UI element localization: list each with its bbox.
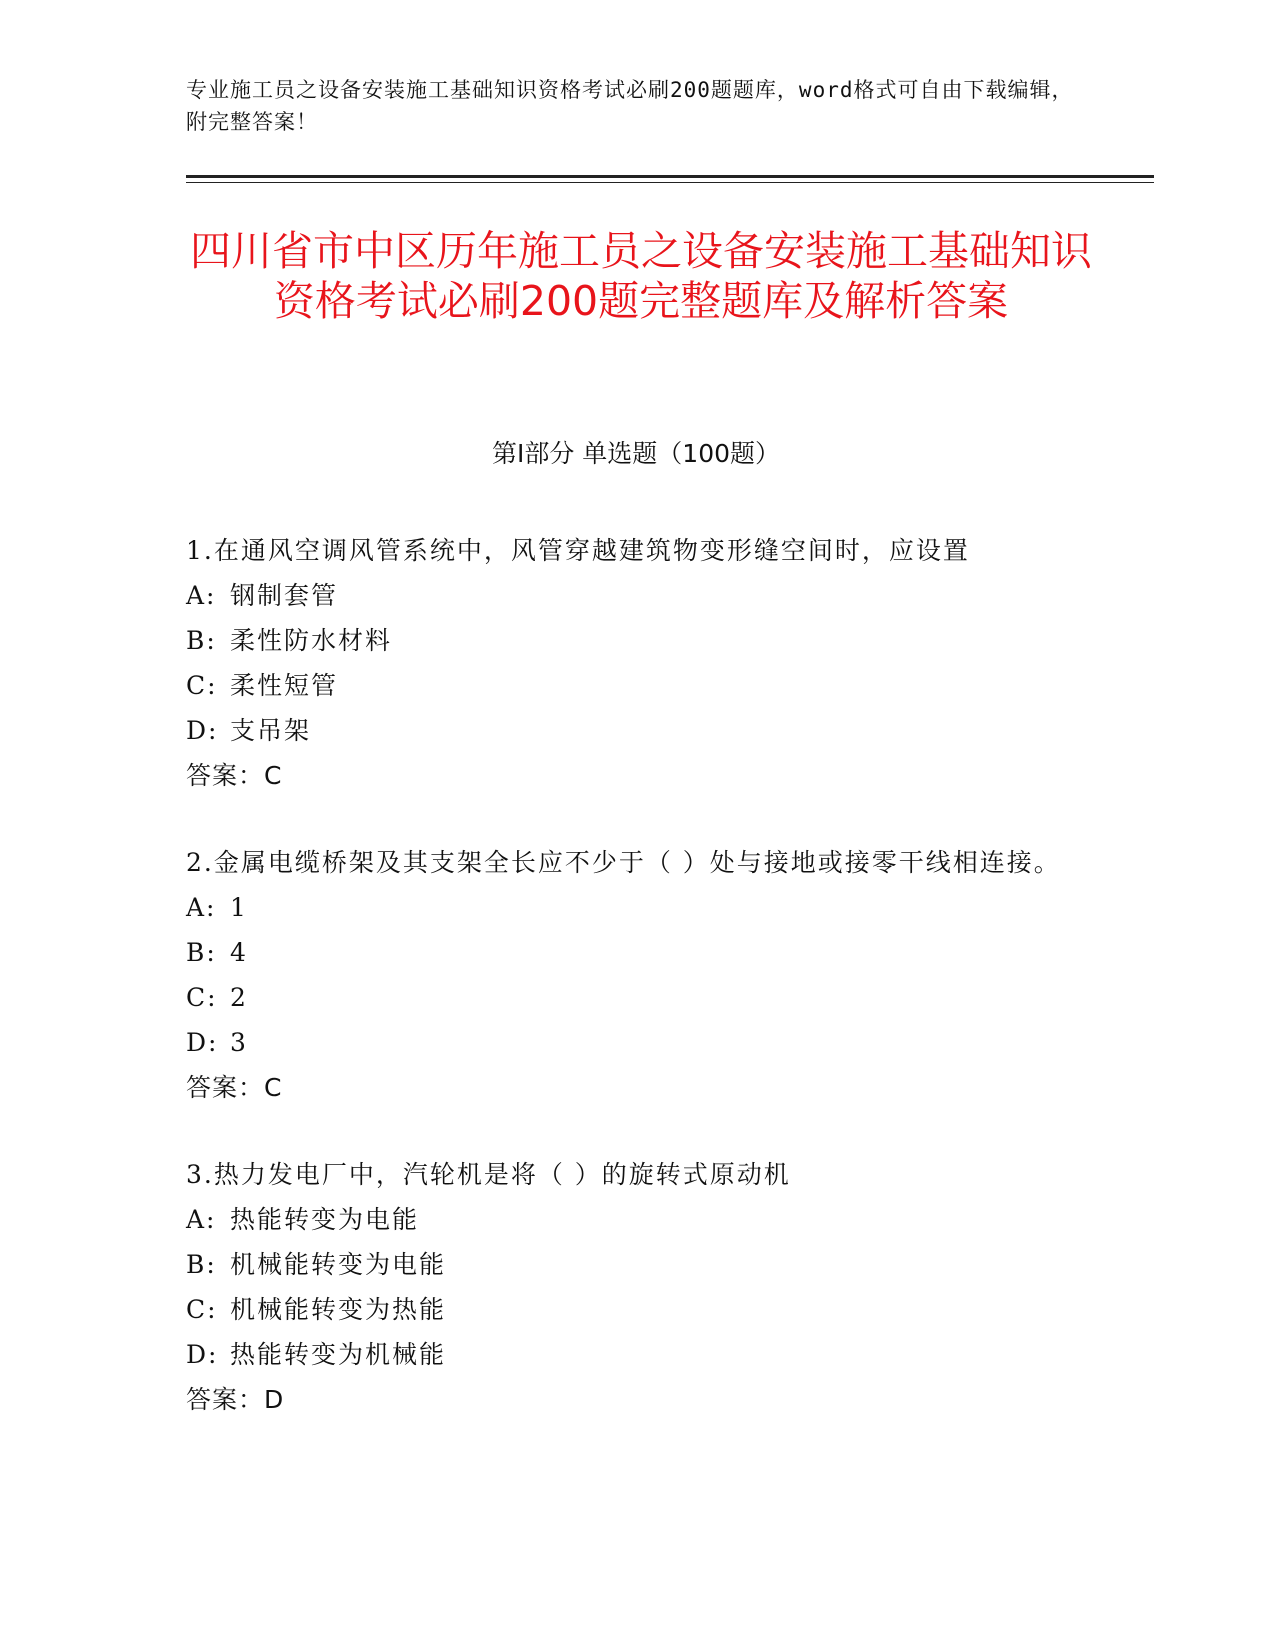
option-text: 热能转变为电能: [230, 1205, 420, 1234]
option-d: [186, 1020, 1086, 1065]
option-text: 柔性防水材料: [230, 626, 393, 655]
option-a: [186, 573, 1086, 618]
option-text: 钢制套管: [230, 581, 339, 610]
document-title: 四川省市中区历年施工员之设备安装施工基础知识资格考试必刷200题完整题库及解析答案: [190, 227, 1092, 325]
option-text: 支吊架: [230, 716, 312, 745]
option-letter: C:: [186, 1295, 218, 1324]
question-stem: 1.在通风空调风管系统中，风管穿越建筑物变形缝空间时，应设置: [186, 536, 970, 565]
option-text: 机械能转变为热能: [230, 1295, 447, 1324]
header-note: 专业施工员之设备安装施工基础知识资格考试必刷200题题库，word格式可自由下载编辑，附完整答案！: [186, 78, 1074, 134]
question-3: [186, 1152, 1086, 1422]
option-b: [186, 1242, 1086, 1287]
option-text: 柔性短管: [230, 671, 339, 700]
option-c: [186, 1287, 1086, 1332]
option-letter: A:: [186, 893, 217, 922]
option-letter: D:: [186, 716, 219, 745]
option-a: [186, 885, 1086, 930]
option-c: [186, 663, 1086, 708]
option-text: 1: [230, 893, 248, 922]
option-letter: D:: [186, 1340, 219, 1369]
option-text: 3: [230, 1028, 248, 1057]
section-heading: 第Ⅰ部分 单选题（100题）: [491, 439, 781, 468]
option-text: 机械能转变为电能: [230, 1250, 447, 1279]
option-letter: C:: [186, 671, 218, 700]
question-stem: 3.热力发电厂中，汽轮机是将（ ）的旋转式原动机: [186, 1160, 791, 1189]
option-letter: D:: [186, 1028, 219, 1057]
question-list: [186, 528, 1086, 1464]
answer-line: 答案：D: [186, 1385, 285, 1414]
option-c: [186, 975, 1086, 1020]
option-letter: B:: [186, 938, 217, 967]
answer-line: 答案：C: [186, 1073, 283, 1102]
option-text: 热能转变为机械能: [230, 1340, 447, 1369]
option-d: [186, 1332, 1086, 1377]
option-d: [186, 708, 1086, 753]
option-letter: B:: [186, 1250, 217, 1279]
option-a: [186, 1197, 1086, 1242]
header-divider-thick: [186, 175, 1154, 178]
option-letter: B:: [186, 626, 217, 655]
option-b: [186, 930, 1086, 975]
option-letter: A:: [186, 1205, 217, 1234]
answer-line: 答案：C: [186, 761, 283, 790]
question-1: [186, 528, 1086, 798]
question-stem: 2.金属电缆桥架及其支架全长应不少于（ ）处与接地或接零干线相连接。: [186, 848, 1061, 877]
option-letter: A:: [186, 581, 217, 610]
option-text: 2: [230, 983, 248, 1012]
option-text: 4: [230, 938, 248, 967]
option-b: [186, 618, 1086, 663]
question-2: [186, 840, 1086, 1110]
option-letter: C:: [186, 983, 218, 1012]
header-divider-thin: [186, 182, 1154, 183]
